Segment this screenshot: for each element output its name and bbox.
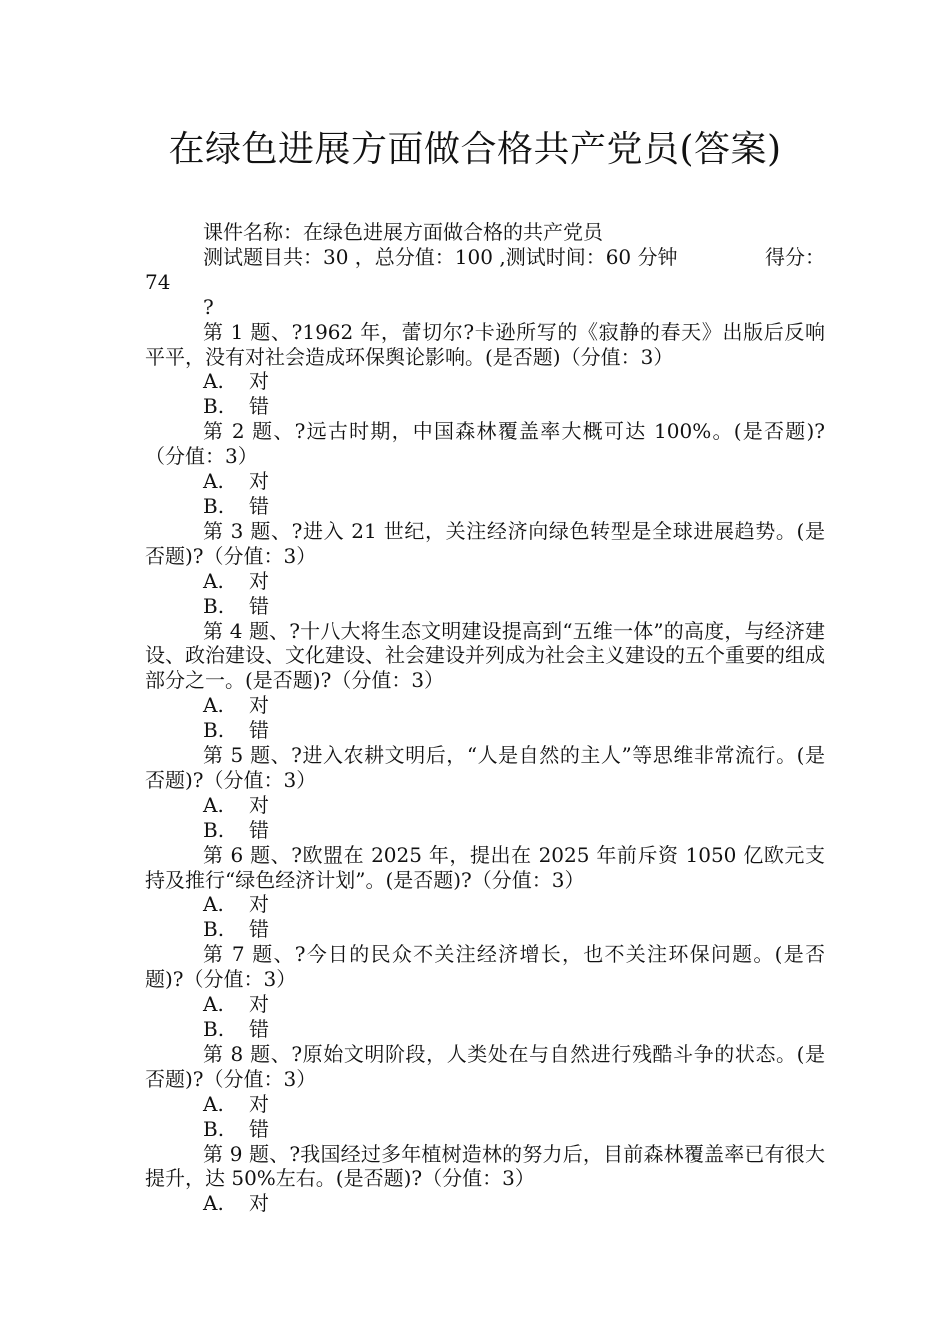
test-meta-text: 测试题目共：30 ，总分值：100 ,测试时间：60 分钟	[203, 244, 678, 269]
test-meta-line	[145, 245, 825, 270]
question-text: 第 3 题、?进入 21 世纪，关注经济向绿色转型是全球进展趋势。(是否题)?（分值：3）	[145, 518, 825, 568]
option-label: 错	[249, 817, 269, 842]
option-letter: B.	[203, 1017, 225, 1041]
option-letter: A.	[203, 792, 224, 817]
question-text: 第 9 题、?我国经过多年植树造林的努力后，目前森林覆盖率已有很大提升，达 50%左右。(是否题)?（分值：3）	[145, 1141, 825, 1191]
course-name-line: 课件名称：在绿色进展方面做合格的共产党员	[203, 220, 603, 244]
option-label: 对	[249, 369, 269, 394]
option-label: 对	[249, 1191, 269, 1216]
option-label: 错	[249, 1116, 269, 1141]
question-text: 第 8 题、?原始文明阶段，人类处在与自然进行残酷斗争的状态。(是否题)?（分值：3）	[145, 1041, 825, 1091]
option-label: 对	[249, 992, 269, 1017]
answer-option	[145, 1191, 825, 1216]
question-text: 第 6 题、?欧盟在 2025 年，提出在 2025 年前斥资 1050 亿欧元支持及推行“绿色经济计划”。(是否题)?（分值：3）	[145, 842, 825, 892]
option-letter: A.	[203, 892, 224, 917]
answer-option	[145, 793, 825, 818]
option-label: 错	[249, 917, 269, 942]
option-label: 对	[249, 1091, 269, 1116]
option-label: 对	[249, 568, 269, 593]
question-text: 第 2 题、?远古时期，中国森林覆盖率大概可达 100%。(是否题)?（分值：3）	[145, 419, 825, 469]
option-letter: A.	[203, 469, 224, 494]
option-label: 对	[249, 693, 269, 718]
stray-mark: ?	[203, 294, 214, 319]
option-letter: B.	[203, 1116, 225, 1141]
answer-option	[145, 369, 825, 394]
option-letter: B.	[203, 394, 225, 419]
option-letter: A.	[203, 992, 224, 1017]
option-letter: B.	[203, 718, 225, 743]
option-letter: B.	[203, 817, 225, 842]
answer-option	[145, 718, 825, 743]
answer-option	[145, 469, 825, 494]
answer-option	[145, 992, 825, 1017]
answer-option	[145, 892, 825, 917]
answer-option	[145, 569, 825, 594]
option-label: 错	[249, 1017, 269, 1041]
answer-option	[145, 394, 825, 419]
answer-option	[145, 818, 825, 843]
document-body	[145, 220, 825, 1216]
score-value: 74	[145, 269, 171, 294]
answer-option	[145, 1092, 825, 1117]
option-label: 对	[249, 892, 269, 917]
answer-option	[145, 1117, 825, 1142]
question-text: 第 4 题、?十八大将生态文明建设提高到“五维一体”的高度，与经济建设、政治建设、文化建设、社会建设并列成为社会主义建设的五个重要的组成部分之一。(是否题)?（分值：3）	[145, 618, 825, 693]
question-text: 第 5 题、?进入农耕文明后，“人是自然的主人”等思维非常流行。(是否题)?（分值：3）	[145, 743, 825, 792]
option-label: 错	[249, 394, 269, 419]
answer-option	[145, 594, 825, 619]
option-letter: A.	[203, 369, 224, 394]
option-letter: A.	[203, 1191, 224, 1216]
option-letter: A.	[203, 568, 224, 593]
score-label: 得分：	[765, 244, 825, 269]
answer-option	[145, 917, 825, 942]
option-label: 对	[249, 469, 269, 494]
question-text: 第 7 题、?今日的民众不关注经济增长，也不关注环保问题。(是否题)?（分值：3）	[145, 942, 825, 992]
option-letter: B.	[203, 593, 225, 618]
option-label: 错	[249, 493, 269, 518]
question-list	[145, 320, 825, 1217]
answer-option	[145, 1017, 825, 1042]
option-letter: A.	[203, 1091, 224, 1116]
option-letter: B.	[203, 493, 225, 518]
page-title: 在绿色进展方面做合格共产党员(答案)	[168, 129, 782, 170]
answer-option	[145, 494, 825, 519]
option-label: 对	[249, 792, 269, 817]
option-label: 错	[249, 718, 269, 743]
option-label: 错	[249, 593, 269, 618]
option-letter: B.	[203, 917, 225, 942]
option-letter: A.	[203, 693, 224, 718]
question-text: 第 1 题、?1962 年，蕾切尔?卡逊所写的《寂静的春天》出版后反响平平，没有对社会造成环保舆论影响。(是否题)（分值：3）	[145, 319, 825, 369]
answer-option	[145, 693, 825, 718]
